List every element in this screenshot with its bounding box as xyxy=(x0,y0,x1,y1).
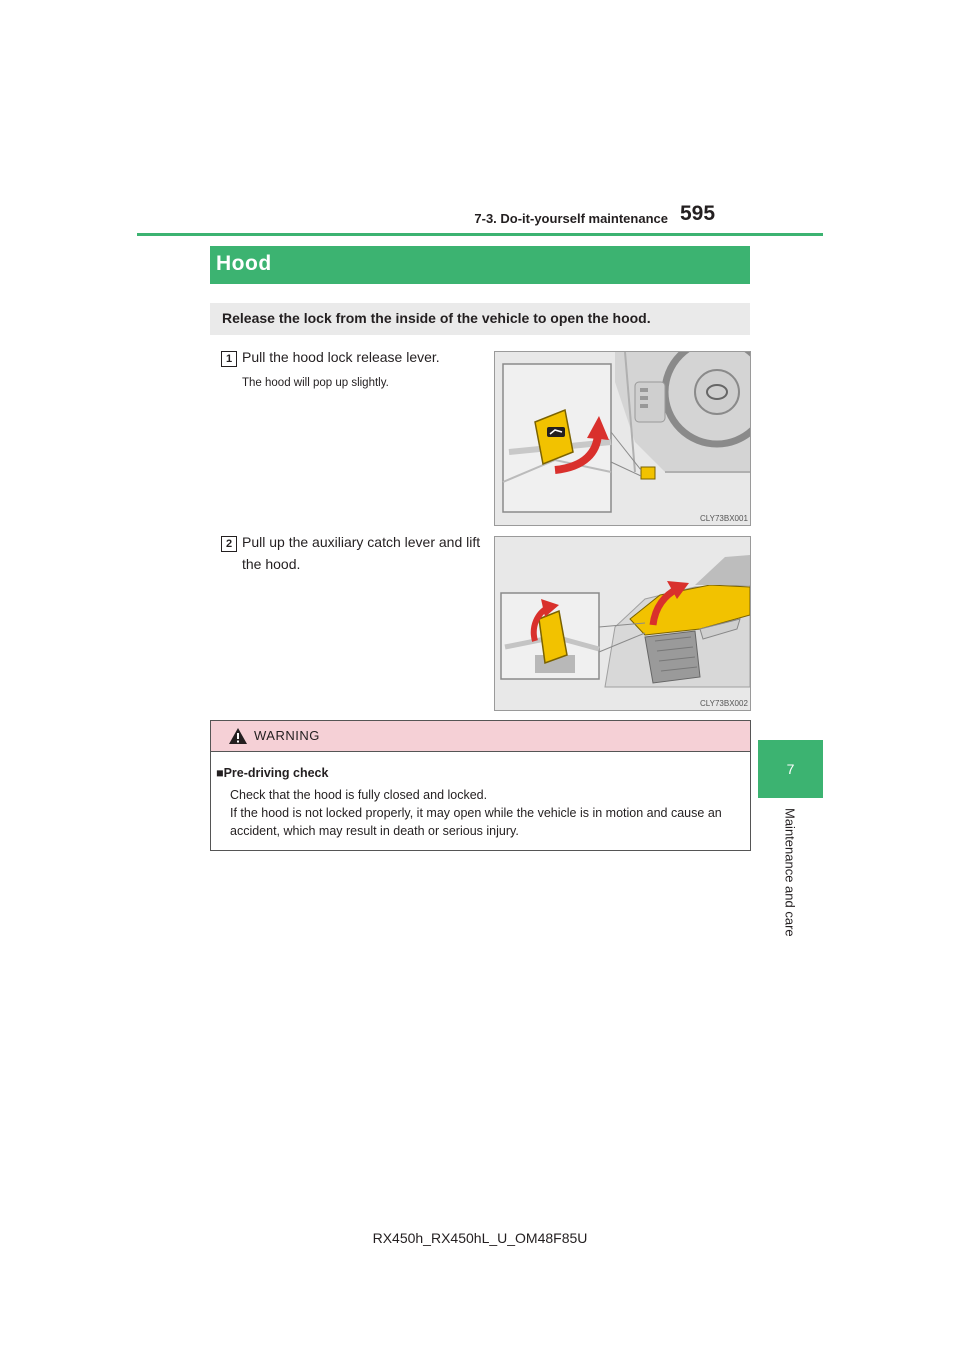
warning-title: WARNING xyxy=(254,728,320,743)
figure-auxiliary-catch xyxy=(494,536,751,711)
figure-hood-lock-release xyxy=(494,351,751,526)
step-1-note: The hood will pop up slightly. xyxy=(242,377,389,389)
chapter-tab: 7 xyxy=(758,740,823,798)
step-number-1: 1 xyxy=(221,351,237,367)
page-title-bar xyxy=(210,246,750,284)
step-number-2: 2 xyxy=(221,536,237,552)
header-rule xyxy=(137,233,823,236)
step-2-text: Pull up the auxiliary catch lever and lift the hood. xyxy=(242,534,481,572)
page-title: Hood xyxy=(216,252,272,275)
figure-2-code: CLY73BX002 xyxy=(700,699,748,708)
figure-1-code: CLY73BX001 xyxy=(700,514,748,523)
page-number: 595 xyxy=(680,202,716,225)
section-title: 7-3. Do-it-yourself maintenance xyxy=(474,211,668,226)
chapter-label xyxy=(770,808,810,968)
intro-text: Release the lock from the inside of the vehicle to open the hood. xyxy=(222,310,651,326)
warning-triangle-icon xyxy=(228,727,248,745)
step-1-text: Pull the hood lock release lever. xyxy=(242,349,440,365)
chapter-title: Maintenance and care xyxy=(782,808,798,937)
intro-box xyxy=(210,303,750,335)
warning-subtitle-text: Pre-driving check xyxy=(223,766,329,780)
warning-body xyxy=(230,786,745,840)
warning-line-2: If the hood is not locked properly, it may open while the vehicle is in motion and cause an accident, which may result in death or serious injury. xyxy=(230,806,722,838)
document-code: RX450h_RX450hL_U_OM48F85U xyxy=(372,1230,588,1246)
warning-line-1: Check that the hood is fully closed and locked. xyxy=(230,788,488,802)
warning-subtitle: ■Pre-driving check xyxy=(216,766,329,780)
